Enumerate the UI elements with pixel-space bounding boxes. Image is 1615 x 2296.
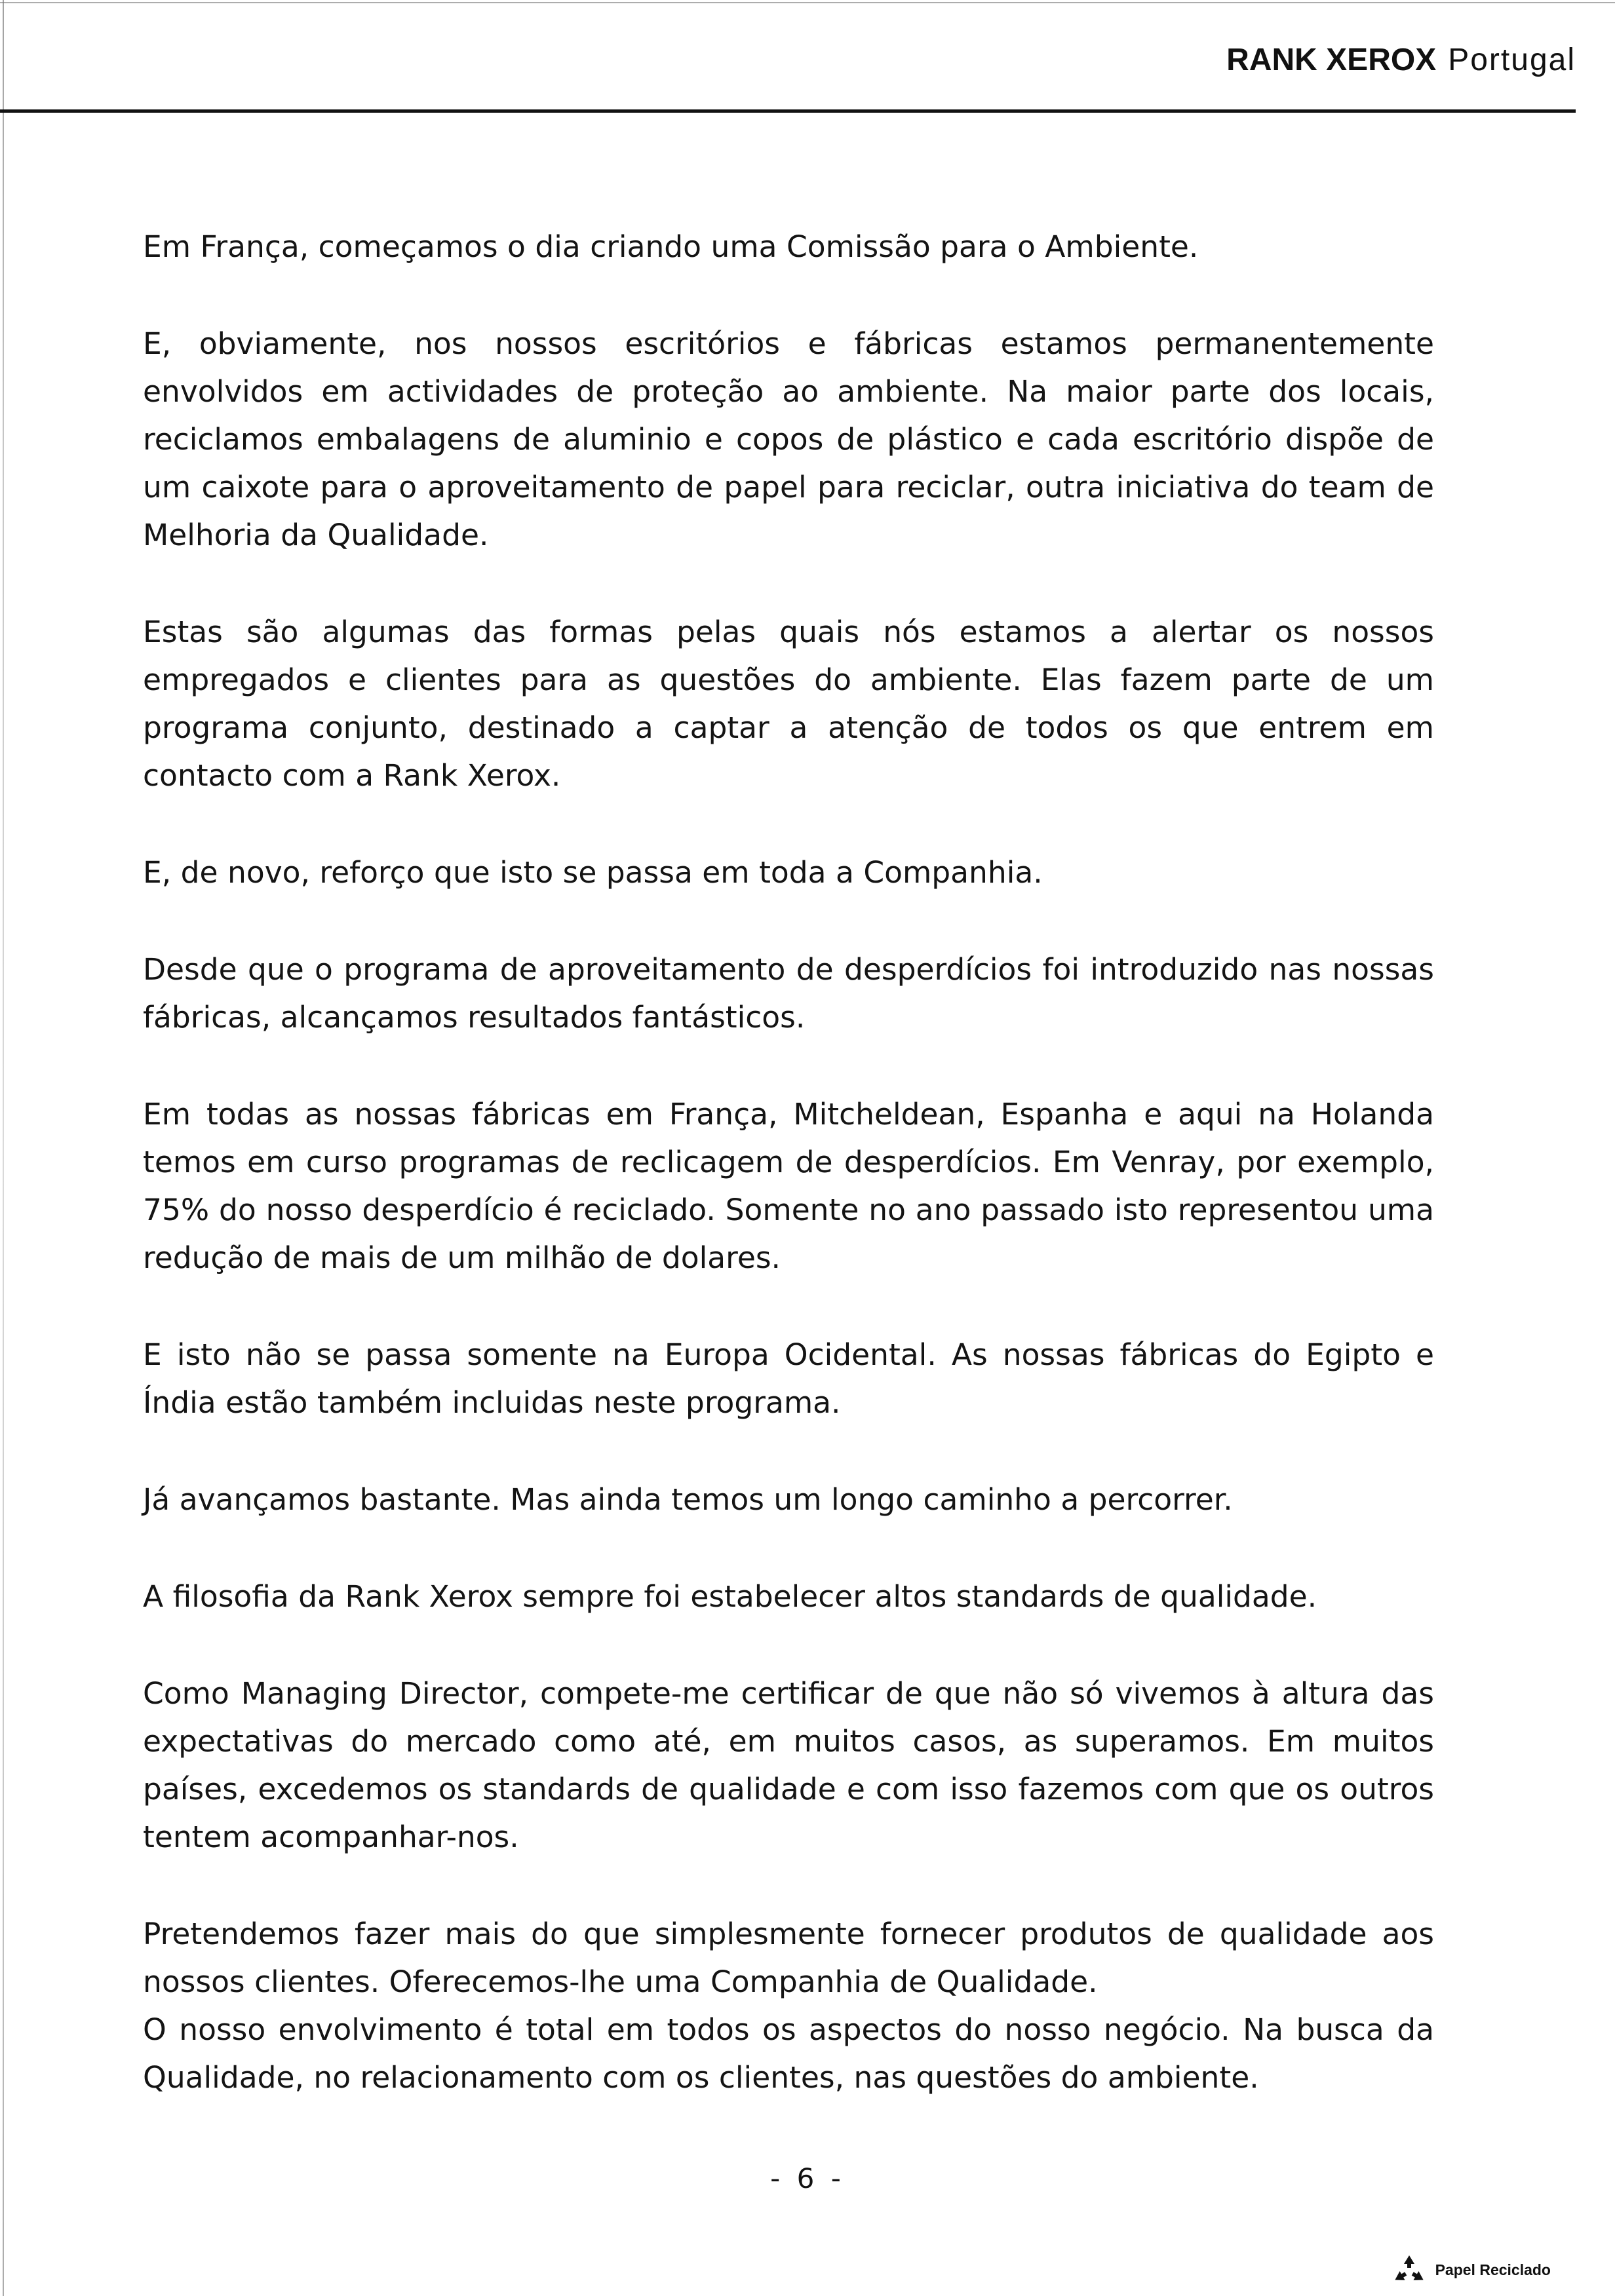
paragraph: Em França, começamos o dia criando uma Comissão para o Ambiente. — [143, 229, 1199, 264]
brand-country: Portugal — [1448, 43, 1576, 77]
company-brand — [1226, 42, 1576, 78]
page-header — [0, 0, 1615, 124]
paragraph: Como Managing Director, compete-me certificar de que não só vivemos à altura das expectativas do mercado como até, em muitos casos, as superamos. Em muitos países, excedemos os standards de qualidade e com isso fazemos com que os outros tentem acompanhar-nos. — [143, 1676, 1434, 1854]
page-number: - 6 - — [770, 2162, 845, 2194]
recycled-paper-badge — [1392, 2254, 1551, 2286]
letter-body — [143, 223, 1434, 2151]
paragraph: Desde que o programa de aproveitamento de desperdícios foi introduzido nas nossas fábricas, alcançamos resultados fantásticos. — [143, 952, 1434, 1035]
paragraph: Em todas as nossas fábricas em França, Mitcheldean, Espanha e aqui na Holanda temos em curso programas de reclicagem de desperdícios. Em Venray, por exemplo, 75% do nosso desperdício é reciclado. Somente no ano passado isto representou uma redução de mais de um milhão de dolares. — [143, 1097, 1434, 1275]
recycled-paper-label: Papel Reciclado — [1435, 2261, 1551, 2278]
paragraph: A filosofia da Rank Xerox sempre foi estabelecer altos standards de qualidade. — [143, 1579, 1317, 1614]
paragraph: Já avançamos bastante. Mas ainda temos um longo caminho a percorrer. — [143, 1482, 1233, 1517]
header-rule — [0, 109, 1576, 113]
paragraph: E isto não se passa somente na Europa Ocidental. As nossas fábricas do Egipto e Índia estão também incluidas neste programa. — [143, 1337, 1434, 1420]
paragraph: E, obviamente, nos nossos escritórios e fábricas estamos permanentemente envolvidos em actividades de proteção ao ambiente. Na maior parte dos locais, reciclamos embalagens de aluminio e copos de plástico e cada escritório dispõe de um caixote para o aproveitamento de papel para reciclar, outra iniciativa do team de Melhoria da Qualidade. — [143, 326, 1434, 552]
paragraph: Estas são algumas das formas pelas quais nós estamos a alertar os nossos empregados e clientes para as questões do ambiente. Elas fazem parte de um programa conjunto, destinado a captar a atenção de todos os que entrem em contacto com a Rank Xerox. — [143, 615, 1434, 793]
paragraph: O nosso envolvimento é total em todos os aspectos do nosso negócio. Na busca da Qualidade, no relacionamento com os clientes, nas questões do ambiente. — [143, 2012, 1434, 2095]
paragraph: Pretendemos fazer mais do que simplesmente fornecer produtos de qualidade aos nossos clientes. Oferecemos-lhe uma Companhia de Qualidade. — [143, 1917, 1434, 1999]
brand-name: RANK XEROX — [1226, 43, 1437, 77]
paragraph: E, de novo, reforço que isto se passa em toda a Companhia. — [143, 855, 1043, 890]
scan-edge-left — [3, 0, 4, 2296]
recycle-icon — [1392, 2254, 1426, 2286]
